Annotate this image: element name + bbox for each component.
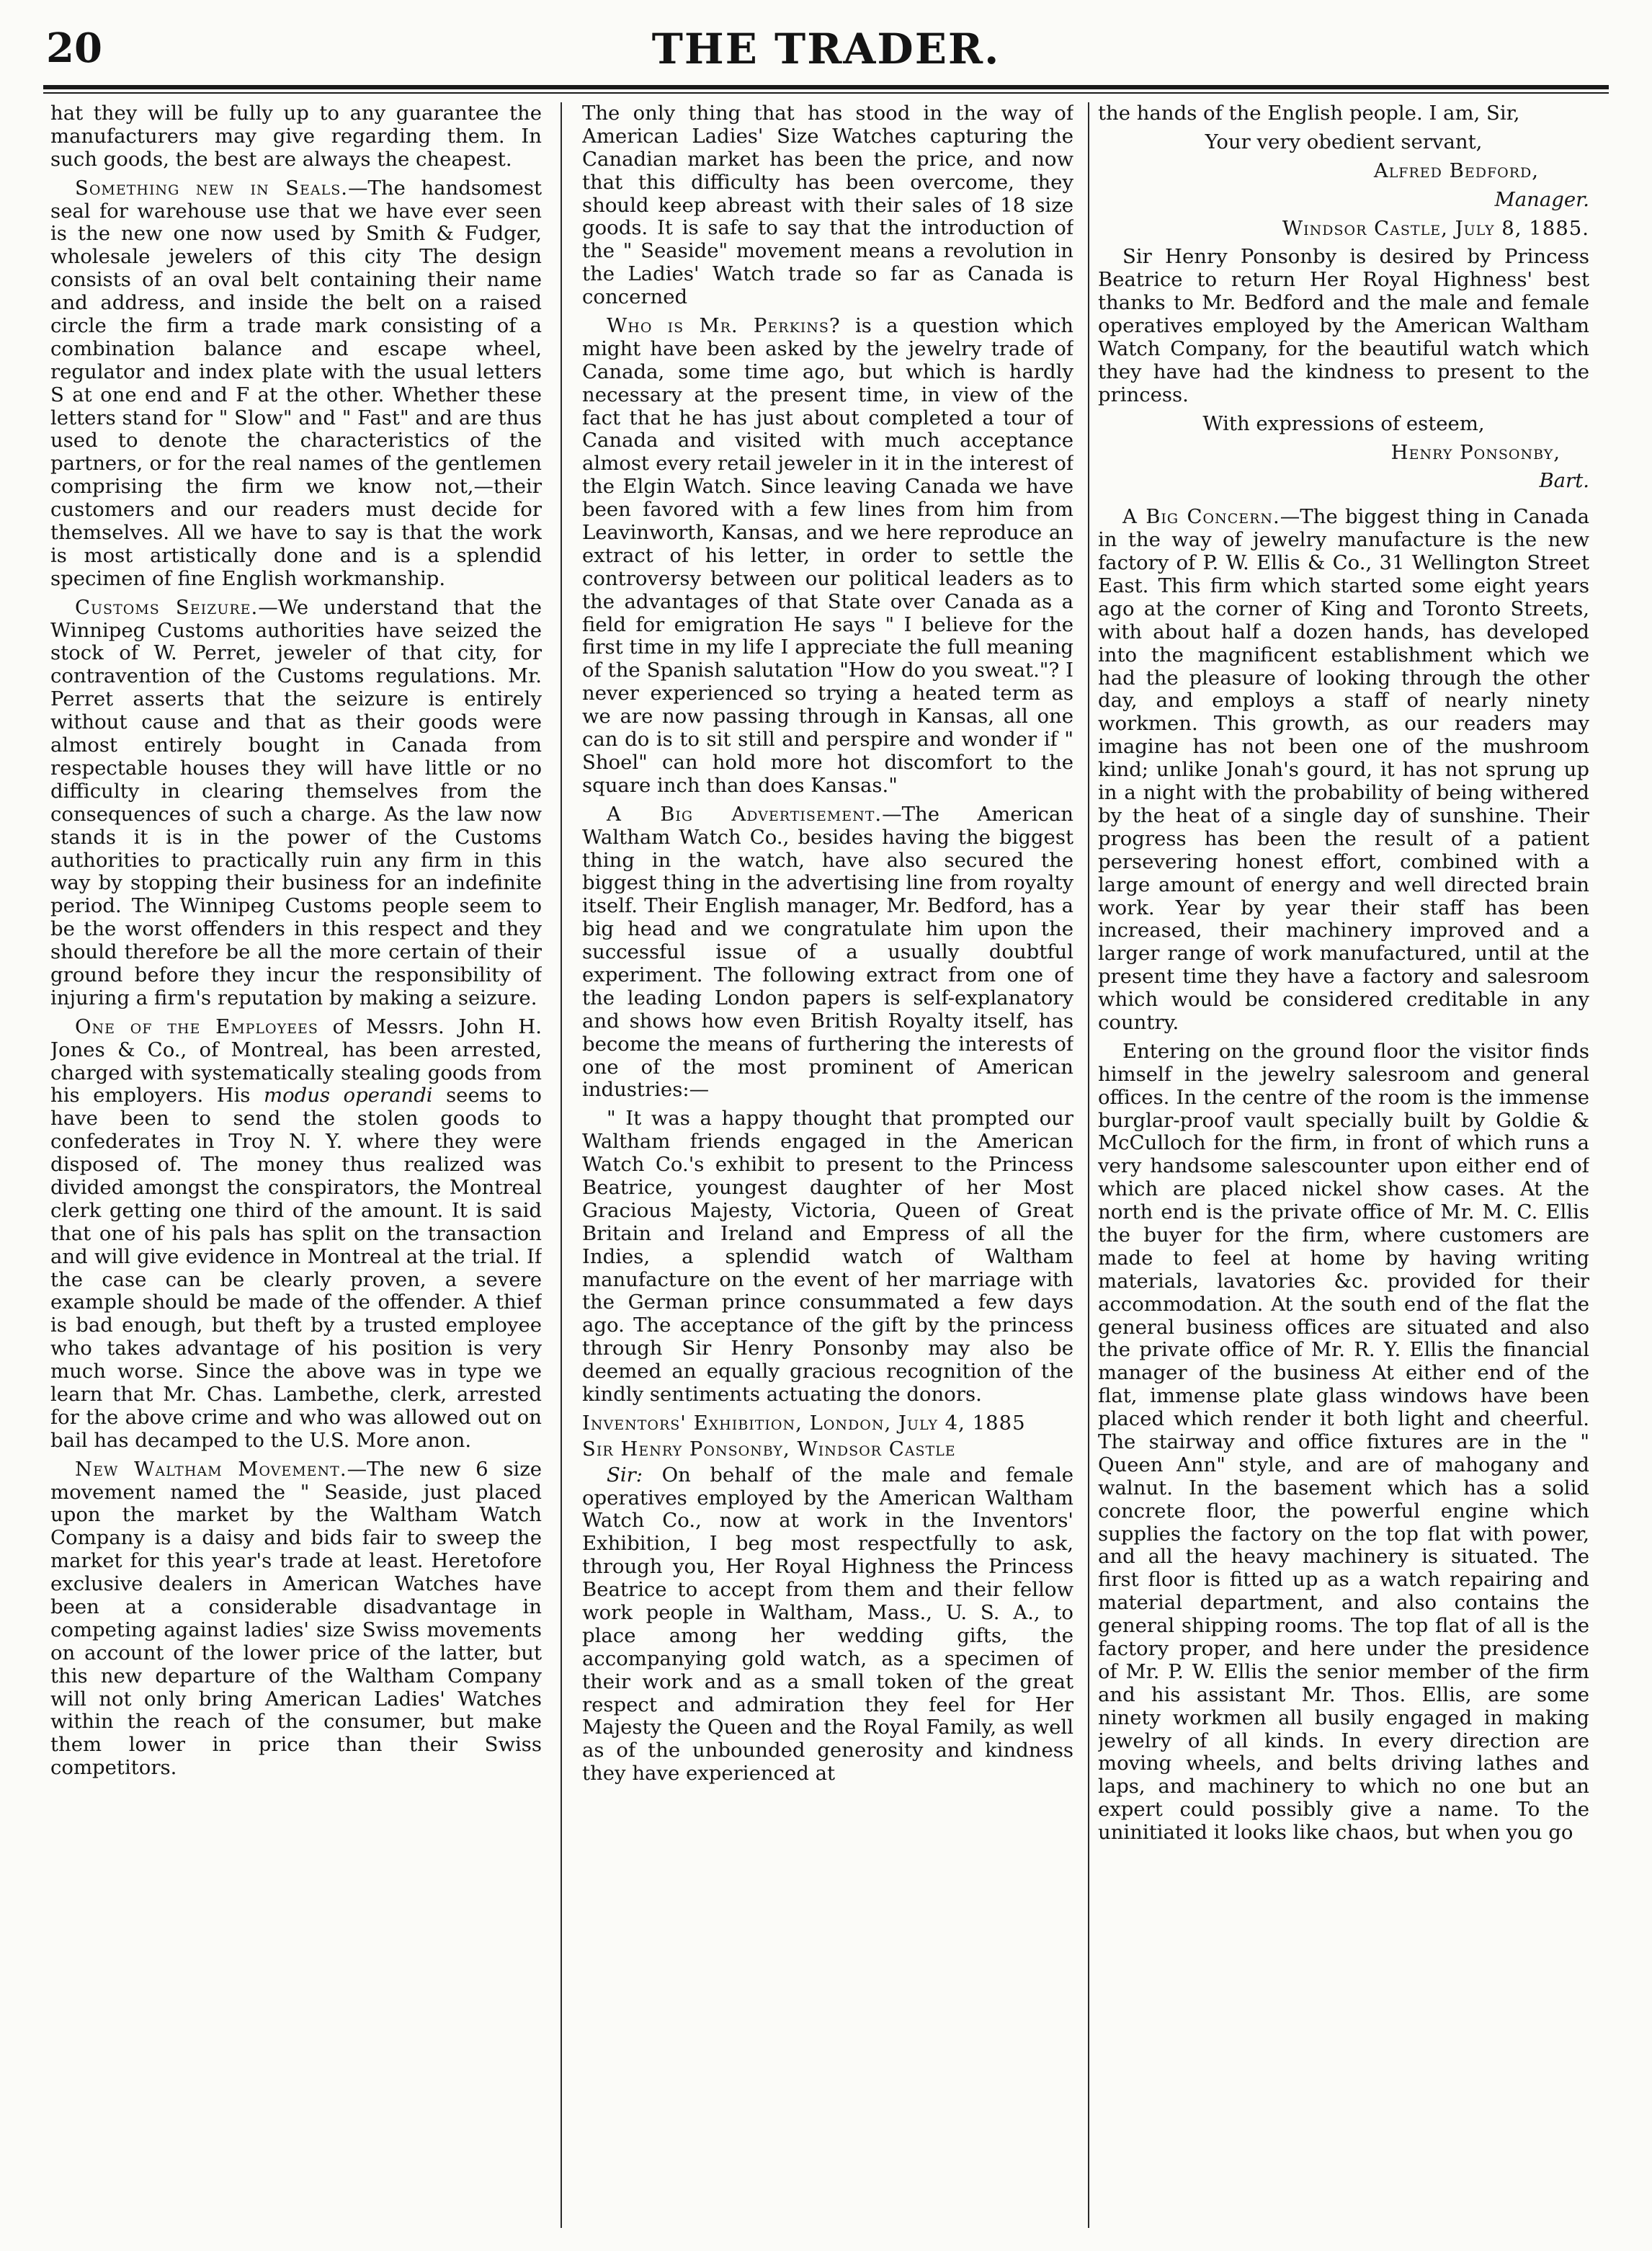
article-waltham-movement [50,1458,542,1780]
article-body: of Messrs. John H. Jones & Co., of Montreal, has been arrested, charged with systematically stealing goods from his employers. His [50,1015,542,1107]
article-heading: A Big Advertisement. [607,802,883,826]
column-divider [561,102,562,2228]
article-big-concern [1098,506,1589,1034]
paragraph-continued: The only thing that has stood in the way of American Ladies' Size Watches capturing the Canadian market has been the price, and now that this difficulty has been overcome, they should keep abreast with their sales of 18 size goods. It is safe to say that the introduction of the " Seaside" movement means a revolution in the Ladies' Watch trade so far as Canada is concerned [582,102,1073,309]
header-rule [43,85,1609,89]
article-body: —The new 6 size movement named the " Seaside, just placed upon the market by the Waltham Watch Company is a daisy and bids fair to sweep the market for this year's trade at least. Heretofore exclusive dealers in American Watches have been at a considerable disadvantage in competing against ladies' size Swiss movements on account of the lower price of the latter, but this new departure of the Waltham Company will not only bring American Ladies' Watches within the reach of the consumer, but make them lower in price than their Swiss competitors. [50,1457,542,1780]
reply-signer: Henry Ponsonby, [1390,440,1561,464]
letter-body [582,1464,1073,1786]
article-perkins [582,315,1073,798]
letter-closing: Your very obedient servant, [1205,130,1483,153]
column-1 [50,102,542,2228]
reply-signer-title: Bart. [1539,469,1589,493]
reply-closing: With expressions of esteem, [1202,411,1485,435]
article-heading: A Big Concern. [1122,505,1280,529]
article-heading: Something new in Seals. [75,176,348,200]
article-body: —The American Waltham Watch Co., besides having the biggest thing in the watch, have also secured the biggest thing in the advertising line from royalty itself. Their English manager, Mr. Bedford, has a big head and we congratulate him upon the successful issue of a usually doubtful experiment. The following extract from one of the leading London papers is self-explanatory and shows how even British Royalty itself, has become the means of furthering the interests of one of the most prominent of American industries:— [582,802,1073,1102]
article-heading: Customs Seizure. [75,595,259,619]
article-continuation: Entering on the ground floor the visitor finds himself in the jewelry salesroom and general offices. In the centre of the room is the immense burglar-proof vault specially built by Goldie & McCulloch for the firm, in front of which runs a very handsome salescounter upon either end of which are placed nickel show cases. At the north end is the private office of Mr. M. C. Ellis the buyer for the firm, where customers are made to feel at home by having writing materials, lavatories &c. provided for their accommodation. At the south end of the flat the general business offices are situated and also the private office of Mr. R. Y. Ellis the financial manager of the business At either end of the flat, immense plate glass windows have been placed which render it both light and cheerful. The stairway and office fixtures are in the " Queen Ann" style, and are of mahogany and walnut. In the basement which has a solid concrete floor, the powerful engine which supplies the factory on the top flat with power, and all the heavy machinery is situated. The first floor is fitted up as a watch repairing and material department, and also contains the general shipping rooms. The top flat of all is the factory proper, and here under the presidence of Mr. P. W. Ellis the senior member of the firm and his assistant Mr. Thos. Ellis, are some ninety workmen all busily engaged in making jewelry of all kinds. In every direction are moving wheels, and belts driving lathes and laps, and machinery to which no one but an expert could possibly give a name. To the uninitiated it looks like chaos, but when you go [1098,1039,1589,1845]
quoted-extract: " It was a happy thought that prompted our Waltham friends engaged in the American Watch Co.'s exhibit to present to the Princess Beatrice, youngest daughter of her Most Gracious Majesty, Victoria, Queen of Great Britain and Ireland and Empress of all the Indies, a splendid watch of Waltham manufacture on the event of her marriage with the German prince consummated a few days ago. The acceptance of the gift by the princess through Sir Henry Ponsonby may also be deemed an equally gracious recognition of the kindly sentiments actuating the donors. [582,1107,1073,1406]
signer-title: Manager. [1494,187,1589,211]
article-body: —The biggest thing in Canada in the way of jewelry manufacture is the new factory of P. W. Ellis & Co., 31 Wellington Street East. This firm which started some eight years ago at the corner of King and Toronto Streets, with about half a dozen hands, has developed into the magnificent establishment which we had the pleasure of looking through the other day, and employs a staff of nearly ninety workmen. This growth, as our readers may imagine has not been one of the mushroom kind; unlike Jonah's gourd, it has not sprung up in a night with the probability of being withered by the heat of a single day of sunshine. Their progress has been the result of a patient persevering honest effort, combined with a large amount of energy and well directed brain work. Year by year their staff has been increased, their machinery improved and a larger range of work manufactured, until at the present time they have a factory and salesroom which would be considered creditable in any country. [1098,505,1589,1034]
article-heading: One of the Employees [75,1015,318,1038]
article-body: is a question which might have been asked by the jewelry trade of Canada, some time ago, but which is hardly necessary at the present time, in view of the fact that he has just about completed a tour of Canada and visited with much acceptance almost every retail jeweler in it in the interest of the Elgin Watch. Since leaving Canada we have been favored with a few lines from him from Leavinworth, Kansas, and we here reproduce an extract of his letter, in order to settle the controversy between our political leaders as to the advantages of that State over Canada as a field for emigration He says " I believe for the first time in my life I appreciate the full meaning of the Spanish salutation "How do you sweat."? I never experienced so trying a heated term as we are now passing through in Kansas, all one can do is to sit still and perspire and wonder if " Shoel" can hold more hot discomfort to the square inch than does Kansas." [582,314,1073,797]
column-divider [1088,102,1089,2228]
letter-text: On behalf of the male and female operatives employed by the American Waltham Watch Co., now at work in the Inventors' Exhibition, I beg most respectfully to ask, through you, Her Royal Highness the Princess Beatrice to accept from them and their fellow work people in Waltham, Mass., U. S. A., to place among her wedding gifts, the accompanying gold watch, as a specimen of their work and as a small token of the great respect and admiration they feel for Her Majesty the Queen and the Royal Family, as well as of the unbounded generosity and kindness they have experienced at [582,1463,1073,1786]
article-big-advertisement [582,803,1073,1102]
column-3 [1098,102,1589,2228]
header-rule-thin [43,92,1609,94]
running-title: THE TRADER. [651,24,1001,73]
article-heading: New Waltham Movement. [75,1457,347,1481]
reply-dateline: Windsor Castle, July 8, 1885. [1282,216,1589,240]
article-body: —The handsomest seal for warehouse use that we have ever seen is the new one now used by Smith & Fudger, wholesale jewelers of this city The design consists of an oval belt containing their name and address, and inside the belt on a raised circle the firm a trade mark consisting of a combination balance and escape wheel, regulator and index plate with the usual letters S at one end and F at the other. Whether these letters stand for " Slow" and " Fast" and are thus used to denote the characteristics of the partners, or for the real names of the gentlemen comprising the firm we know not,—their customers and our readers must decide for themselves. All we have to say is that the work is most artistically done and is a splendid specimen of fine English workmanship. [50,176,542,590]
article-body: seems to have been to send the stolen goods to confederates in Troy N. Y. where they were disposed of. The money thus realized was divided amongst the conspirators, the Montreal clerk getting one third of the amount. It is said that one of his pals has split on the transaction and will give evidence in Montreal at the trial. If the case can be clearly proven, a severe example should be made of the offender. A thief is bad enough, but theft by a trusted employee who takes advantage of his position is very much worse. Since the above was in type we learn that Mr. Chas. Lambethe, clerk, arrested for the above crime and who was allowed out on bail has decamped to the U.S. More anon. [50,1084,542,1452]
article-heading: Who is Mr. Perkins? [607,314,841,338]
article-body: —We understand that the Winnipeg Customs authorities have seized the stock of W. Perret, jeweler of that city, for contravention of the Customs regulations. Mr. Perret asserts that the seizure is entirely without cause and that as their goods were almost entirely bought in Canada from respectable houses they will have little or no difficulty in clearing themselves from the consequences of such a charge. As the law now stands it is in the power of the Customs authorities to practically ruin any firm in this way by stopping their business for an indefinite period. The Winnipeg Customs people seem to be the worst offenders in this respect and they should therefore be all the more certain of their ground before they incur the responsibility of injuring a firm's reputation by making a seizure. [50,595,542,1009]
paragraph-continued: the hands of the English people. I am, Sir, [1098,102,1520,125]
reply-letter: Sir Henry Ponsonby is desired by Princess Beatrice to return Her Royal Highness' best thanks to Mr. Bedford and the male and female operatives employed by the American Waltham Watch Company, for the beautiful watch which they have had the kindness to present to the princess. [1098,245,1589,406]
salutation: Sir: [607,1463,643,1486]
column-2 [582,102,1073,2228]
article-customs-seizure [50,597,542,1010]
paragraph-continued: hat they will be fully up to any guarantee the manufacturers may give regarding them. In such goods, the best are always the cheapest. [50,102,542,171]
letter-signer: Alfred Bedford, [1373,159,1539,182]
article-employees [50,1016,542,1453]
page-header [43,20,1609,78]
addressee: Sir Henry Ponsonby, Windsor Castle [582,1437,956,1461]
dateline: Inventors' Exhibition, London, July 4, 1885 [582,1411,1026,1435]
article-italic: modus operandi [264,1084,433,1107]
article-seals [50,177,542,591]
page-number: 20 [46,24,102,72]
